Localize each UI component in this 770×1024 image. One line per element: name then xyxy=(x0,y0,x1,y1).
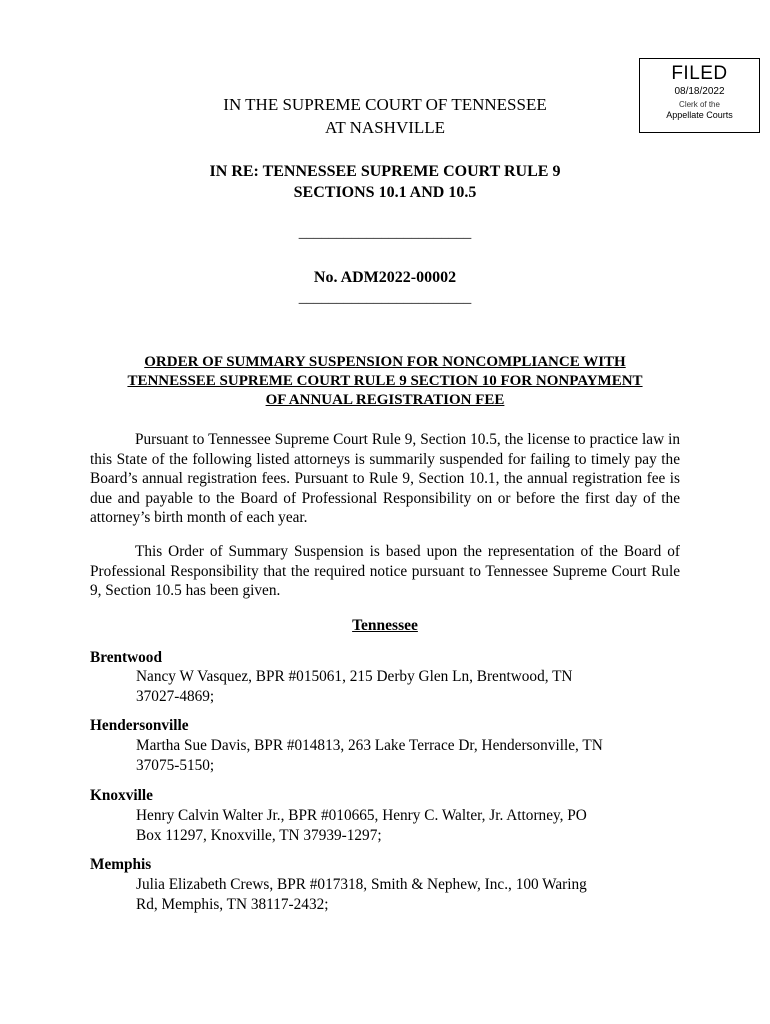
entry-line: 37027-4869; xyxy=(136,688,215,705)
in-re-line-2: SECTIONS 10.1 AND 10.5 xyxy=(293,184,477,201)
entry-line: Rd, Memphis, TN 38117-2432; xyxy=(136,896,329,913)
entry-line: Nancy W Vasquez, BPR #015061, 215 Derby Glen Ln, Brentwood, TN xyxy=(136,668,573,685)
attorney-entry xyxy=(136,736,634,776)
entry-line: 37075-5150; xyxy=(136,757,215,774)
stamp-date: 08/18/2022 xyxy=(674,86,725,97)
attorney-entry xyxy=(136,667,634,707)
in-re-heading xyxy=(90,161,680,203)
stamp-title: FILED xyxy=(671,63,728,84)
order-title-line-2: TENNESSEE SUPREME COURT RULE 9 SECTION 10 FOR NONPAYMENT xyxy=(127,373,643,389)
court-name: IN THE SUPREME COURT OF TENNESSEE xyxy=(223,95,547,114)
attorney-entry xyxy=(136,875,634,915)
city-heading: Knoxville xyxy=(90,787,153,804)
entry-line: Box 11297, Knoxville, TN 37939-1297; xyxy=(136,827,382,844)
order-title-line-3: OF ANNUAL REGISTRATION FEE xyxy=(265,392,505,408)
city-heading: Memphis xyxy=(90,856,152,873)
city-heading: Hendersonville xyxy=(90,717,189,734)
entry-line: Martha Sue Davis, BPR #014813, 263 Lake Terrace Dr, Hendersonville, TN xyxy=(136,737,603,754)
paragraph-pursuant: Pursuant to Tennessee Supreme Court Rule 9, Section 10.5, the license to practice law in this State of the following listed attorneys is summarily suspended for failing to timely pay the Board’s annual registration fees. Pursuant to Rule 9, Section 10.1, the annual registration fee is due and payable to the Board of Professional Responsibility on or before the first day of the attorney’s birth month of each year. xyxy=(90,431,680,526)
entry-line: Henry Calvin Walter Jr., BPR #010665, Henry C. Walter, Jr. Attorney, PO xyxy=(136,807,587,824)
paragraph-basis: This Order of Summary Suspension is based upon the representation of the Board of Professional Responsibility that the required notice pursuant to Tennessee Supreme Court Rule 9, Section 10.5 has been given. xyxy=(90,543,680,599)
stamp-clerk: Clerk of the xyxy=(679,100,720,109)
docket-number: No. ADM2022-00002 xyxy=(313,269,457,286)
court-heading xyxy=(90,93,680,139)
entry-line: Julia Elizabeth Crews, BPR #017318, Smith & Nephew, Inc., 100 Waring xyxy=(136,876,587,893)
separator-rule-bottom: _______________________ xyxy=(298,290,472,306)
order-title xyxy=(90,353,680,410)
state-heading: Tennessee xyxy=(352,617,418,634)
stamp-courts: Appellate Courts xyxy=(666,110,733,120)
city-heading: Brentwood xyxy=(90,649,162,666)
court-location: AT NASHVILLE xyxy=(324,118,446,137)
in-re-line-1: IN RE: TENNESSEE SUPREME COURT RULE 9 xyxy=(209,163,561,180)
order-title-line-1: ORDER OF SUMMARY SUSPENSION FOR NONCOMPLIANCE WITH xyxy=(144,354,626,370)
separator-rule-top: _______________________ xyxy=(298,225,472,241)
attorney-entry xyxy=(136,806,634,846)
